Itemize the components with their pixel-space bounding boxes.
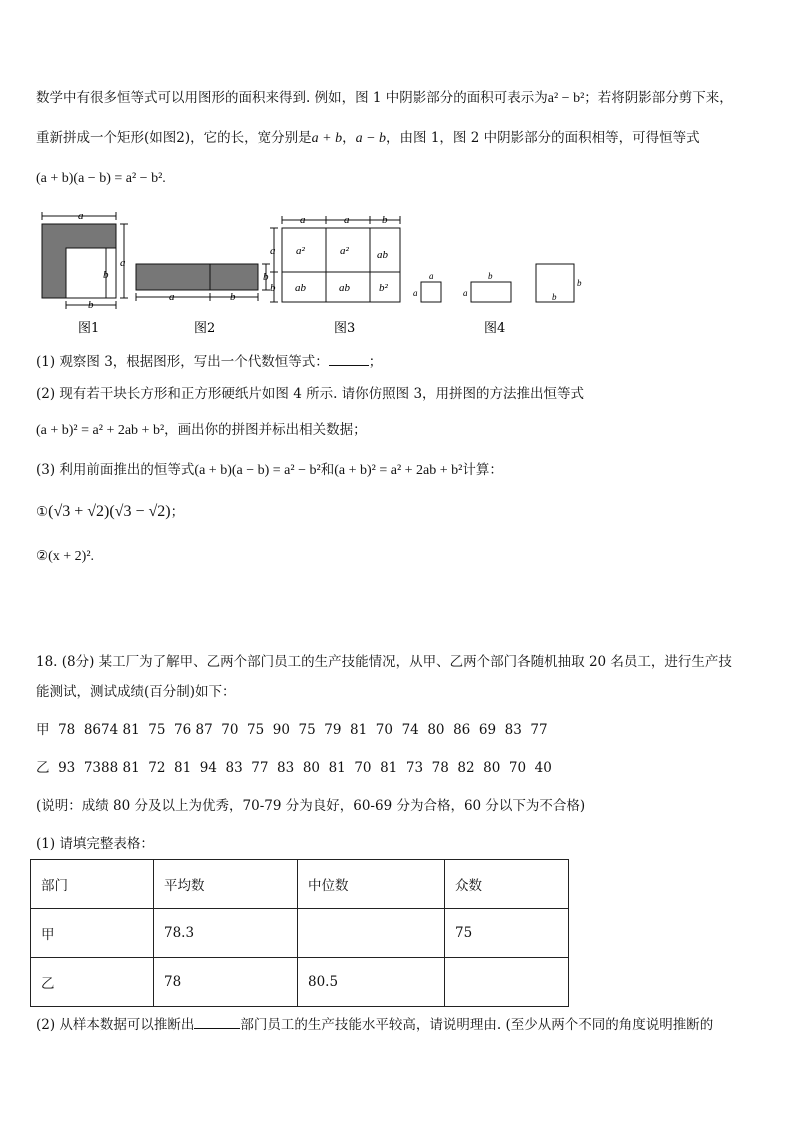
q3-math-2: (a + b)² = a² + 2ab + b² <box>334 463 463 478</box>
grading-note: (说明：成绩 80 分及以上为优秀，70-79 分为良好，60-69 分为合格，60 分以下为不合格) <box>36 798 586 814</box>
sub2-text: (2) 从样本数据可以推断出 <box>36 1017 195 1033</box>
q3-1-end: ； <box>170 504 185 520</box>
fig3-cell-b2: b² <box>379 282 388 294</box>
intro-text: ，由图 1，图 2 中阴影部分的面积相等，可得恒等式 <box>386 130 700 146</box>
problem-18-line-2: 能测试，测试成绩(百分制)如下： <box>36 684 236 700</box>
answer-blank[interactable] <box>329 353 369 366</box>
fig4-rect-b: b <box>488 271 493 281</box>
intro-line-2 <box>36 128 764 149</box>
sub2-text-end: 部门员工的生产技能水平较高，请说明理由. (至少从两个不同的角度说明推断的 <box>240 1017 714 1033</box>
fig1-label-b-side: b <box>103 269 109 281</box>
fig2-label-a: a <box>169 291 175 303</box>
fig3-cell-ab-2: ab <box>339 282 350 294</box>
sub-question-2 <box>36 1015 764 1035</box>
table-cell: 75 <box>445 909 569 958</box>
figures <box>34 206 594 341</box>
fig3-caption: 图3 <box>334 321 356 336</box>
question-3-1 <box>36 502 764 522</box>
q3-2-number: ② <box>36 548 49 564</box>
fig2-label-b-side: b <box>263 271 269 283</box>
q3-and: 和 <box>320 462 335 478</box>
fig1-label-a-side: a <box>120 257 126 269</box>
header-cell: 中位数 <box>298 860 445 909</box>
table-header-row <box>31 860 569 909</box>
question-2-cont <box>36 420 764 441</box>
q3-2-math: (x + 2)². <box>48 549 95 564</box>
header-cell: 平均数 <box>154 860 298 909</box>
intro-text: 重新拼成一个矩形(如图2)，它的长，宽分别是 <box>36 130 312 146</box>
fig4-sq-b-bottom: b <box>552 292 557 302</box>
fig3-cell-a2-1: a² <box>296 245 305 257</box>
score-table <box>30 859 569 1007</box>
fig3-side-a: a <box>270 245 276 257</box>
figure-2 <box>136 264 270 336</box>
figure-1 <box>42 210 128 336</box>
header-cell: 众数 <box>445 860 569 909</box>
intro-math: a + b <box>311 131 343 146</box>
intro-math: a − b <box>355 131 387 146</box>
q3-text: (3) 利用前面推出的恒等式 <box>36 462 195 478</box>
fig4-rect-a: a <box>463 288 468 298</box>
figure-3 <box>270 214 400 336</box>
fig1-label-a: a <box>78 210 84 222</box>
table-cell: 80.5 <box>298 958 445 1007</box>
intro-text: ；若将阴影部分剪下来， <box>584 90 733 106</box>
fig4-sq-a-top: a <box>429 271 434 281</box>
q2-text: (2) 现有若干块长方形和正方形硬纸片如图 4 所示. 请你仿照图 3，用拼图的方法推出恒等式 <box>36 386 585 402</box>
fig4-caption: 图4 <box>484 321 506 336</box>
question-3-2 <box>36 546 764 567</box>
question-3 <box>36 460 764 481</box>
figure-4 <box>413 264 582 336</box>
question-1 <box>36 352 764 372</box>
question-2 <box>36 384 764 404</box>
fig3-top-a1: a <box>300 214 306 226</box>
fig3-top-a2: a <box>344 214 350 226</box>
fig1-caption: 图1 <box>78 321 100 336</box>
fig3-side-b: b <box>270 282 276 294</box>
q1-end: ； <box>368 354 383 370</box>
intro-text: ， <box>342 130 356 146</box>
fig1-label-b: b <box>88 299 94 311</box>
fig3-cell-ab-top: ab <box>377 249 388 261</box>
q1-text: (1) 观察图 3，根据图形，写出一个代数恒等式： <box>36 354 329 370</box>
table-cell: 78 <box>154 958 298 1007</box>
q3-math-1: (a + b)(a − b) = a² − b² <box>194 463 321 478</box>
table-cell-blank[interactable] <box>298 909 445 958</box>
problem-18-line-1: 18. (8分) 某工厂为了解甲、乙两个部门员工的生产技能情况，从甲、乙两个部门各随机抽取 20 名员工，进行生产技 <box>36 654 732 670</box>
sub-question-1: (1) 请填完整表格： <box>36 836 154 852</box>
fig3-cell-a2-2: a² <box>340 245 349 257</box>
fig3-top-b: b <box>382 214 388 226</box>
fig3-cell-ab-1: ab <box>295 282 306 294</box>
q3-1-math: (√3 + √2)(√3 − √2) <box>48 503 171 520</box>
identity-math: (a + b)(a − b) = a² − b². <box>36 171 166 186</box>
intro-math: a² − b² <box>547 91 585 106</box>
table-cell: 乙 <box>31 958 154 1007</box>
table-row <box>31 958 569 1007</box>
fig2-label-b: b <box>230 291 236 303</box>
fig2-caption: 图2 <box>194 321 216 336</box>
table-cell-blank[interactable] <box>445 958 569 1007</box>
fig4-sq-b-side: b <box>577 278 582 288</box>
intro-line-3 <box>36 168 764 189</box>
table-cell: 甲 <box>31 909 154 958</box>
q2-math: (a + b)² = a² + 2ab + b² <box>36 423 165 438</box>
q3-1-number: ① <box>36 504 49 520</box>
intro-line-1 <box>36 88 764 109</box>
intro-text: 数学中有很多恒等式可以用图形的面积来得到. 例如，图 1 中阴影部分的面积可表示为 <box>36 90 548 106</box>
table-cell: 78.3 <box>154 909 298 958</box>
answer-blank[interactable] <box>194 1016 240 1029</box>
data-row-jia: 甲 78 8674 81 75 76 87 70 75 90 75 79 81 70 74 80 86 69 83 77 <box>36 722 548 738</box>
q2-end: ，画出你的拼图并标出相关数据； <box>164 422 367 438</box>
data-row-yi: 乙 93 7388 81 72 81 94 83 77 83 80 81 70 81 73 78 82 80 70 40 <box>36 760 552 776</box>
header-cell: 部门 <box>31 860 154 909</box>
table-row <box>31 909 569 958</box>
q3-end: 计算： <box>462 462 503 478</box>
fig4-sq-a-side: a <box>413 288 418 298</box>
